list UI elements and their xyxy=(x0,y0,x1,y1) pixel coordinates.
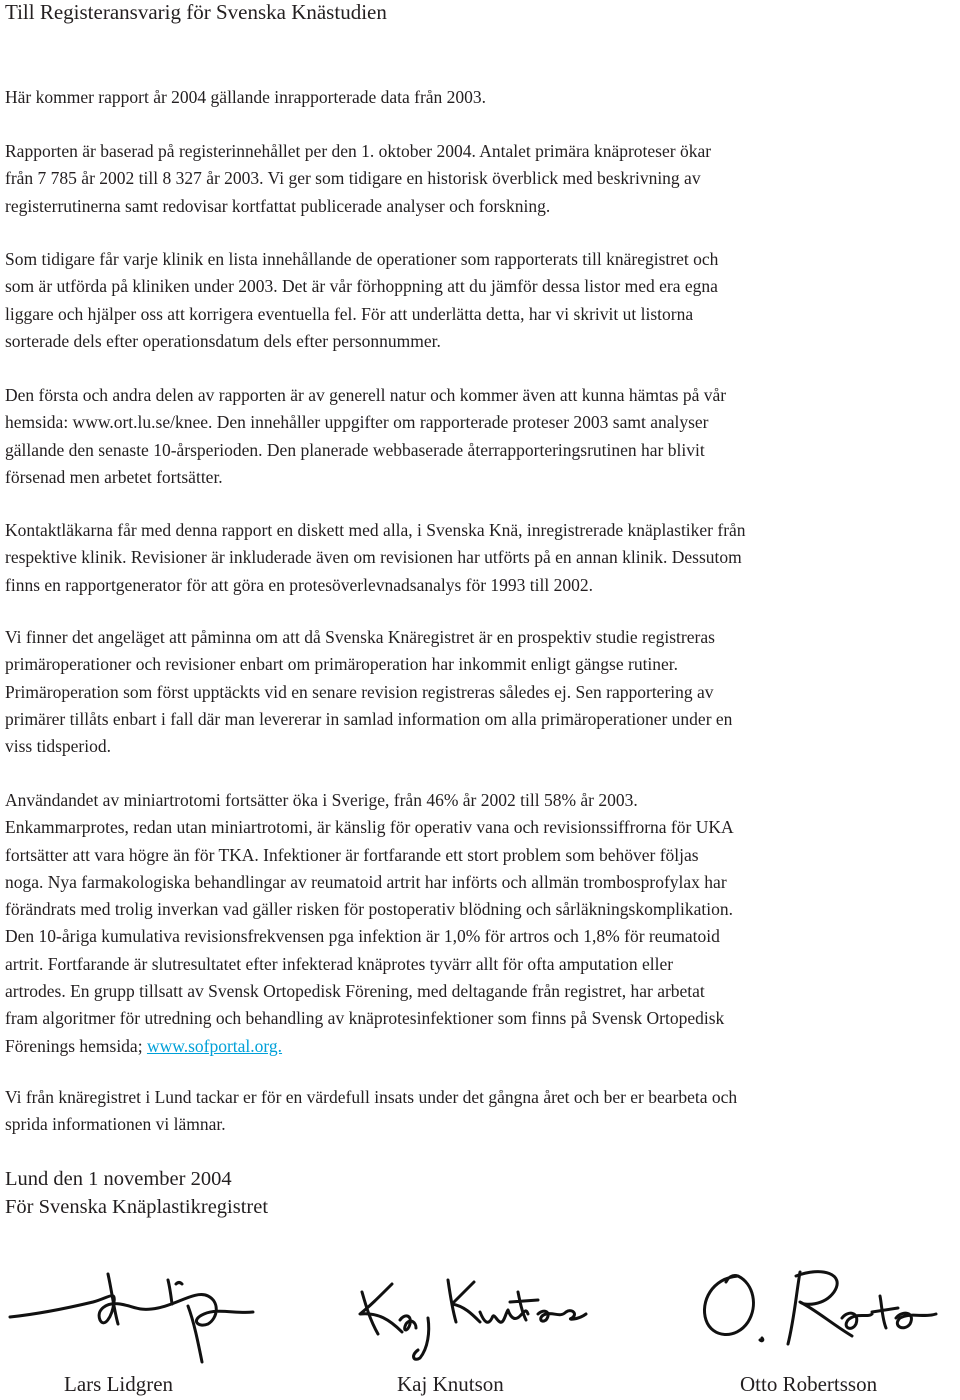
paragraph-report-parts xyxy=(5,382,955,491)
text-line: registerrutinerna samt redovisar kortfattat publicerade analyser och forskning. xyxy=(5,195,551,216)
text-line: Primäroperation som först upptäckts vid en senare revision registreras således ej. Sen rapportering av xyxy=(5,681,714,702)
signature-lars-lidgren xyxy=(8,1262,258,1372)
text-line: viss tidsperiod. xyxy=(5,736,111,757)
paragraph-registration-reminder xyxy=(5,624,955,760)
paragraph-miniarthrotomy xyxy=(5,787,955,1060)
text-line: artrodes. En grupp tillsatt av Svensk Ortopedisk Förening, med deltagande från registret, har arbetat xyxy=(5,981,705,1002)
text-line: som är utförda på kliniken under 2003. Det är vår förhoppning att du jämför dessa listor med era egna xyxy=(5,276,718,297)
text-line: gällande den senaste 10-årsperioden. Den planerade webbaserade återrapporteringsrutinen har blivit xyxy=(5,439,705,460)
text-line: försenad men arbetet fortsätter. xyxy=(5,466,223,487)
text-line: primäroperationer och revisioner enbart om primäroperation har inkommit enligt gängse rutiner. xyxy=(5,654,679,675)
place-date: Lund den 1 november 2004 xyxy=(5,1168,232,1190)
text-line: Den 10-åriga kumulativa revisionsfrekvensen pga infektion är 1,0% för artros och 1,8% för reumatoid xyxy=(5,926,720,947)
signatory-name: Kaj Knutson xyxy=(397,1372,504,1396)
text-line: Enkammarprotes, redan utan miniartrotomi, är känslig för operativ vana och revisionssiffrorna för UKA xyxy=(5,817,734,838)
text-line: artrit. Fortfarande är slutresultatet efter infekterad knäprotes tyvärr allt för ofta amputation eller xyxy=(5,953,674,974)
signature-kaj-knutson xyxy=(348,1262,598,1372)
paragraph-thanks xyxy=(5,1084,955,1139)
text-line xyxy=(5,1033,955,1060)
text-line: sorterade dels efter operationsdatum dels efter personnummer. xyxy=(5,330,441,351)
text-line: Kontaktläkarna får med denna rapport en diskett med alla, i Svenska Knä, inregistrerade knäplastiker från xyxy=(5,520,746,540)
text-line: hemsida: www.ort.lu.se/knee. Den innehåller uppgifter om rapporterade proteser 2003 samt analyser xyxy=(5,412,709,433)
text-line: förändrats med trolig inverkan vad gäller risken för postoperativ blödning och sårläkningskomplikation. xyxy=(5,899,734,920)
text-line: Vi finner det angeläget att påminna om att då Svenska Knäregistret är en prospektiv studie registreras xyxy=(5,627,715,647)
salutation: Till Registeransvarig för Svenska Knästudien xyxy=(5,0,387,24)
text-line: primärer tillåts enbart i fall där man levererar in samlad information om alla primäroperationer under en xyxy=(5,708,733,729)
text-line: liggare och hjälper oss att korrigera eventuella fel. För att underlätta detta, har vi skrivit ut listorna xyxy=(5,303,694,324)
sofportal-link[interactable]: www.sofportal.org. xyxy=(146,1035,283,1056)
text-line: från 7 785 år 2002 till 8 327 år 2003. Vi ger som tidigare en historisk överblick med beskrivning av xyxy=(5,168,701,189)
text-line: sprida informationen vi lämnar. xyxy=(5,1114,226,1135)
text-line: Användandet av miniartrotomi fortsätter öka i Sverige, från 46% år 2002 till 58% år 2003. xyxy=(5,790,638,810)
text-line: finns en rapportgenerator för att göra en protesöverlevnadsanalys för 1993 till 2002. xyxy=(5,574,594,595)
signature-otto-robertsson xyxy=(692,1262,942,1372)
paragraph-diskette xyxy=(5,517,955,599)
paragraph-report-basis xyxy=(5,138,955,220)
paragraph-clinic-lists xyxy=(5,246,955,355)
sender-line: För Svenska Knäplastikregistret xyxy=(5,1196,269,1218)
text-line: fram algoritmer för utredning och behandling av knäprotesinfektioner som finns på Svensk Ortopedisk xyxy=(5,1008,725,1029)
paragraph-intro xyxy=(5,84,955,111)
signatory-name: Lars Lidgren xyxy=(64,1372,174,1396)
text-line: Den första och andra delen av rapporten är av generell natur och kommer även att kunna hämtas på vår xyxy=(5,385,727,405)
text-fragment: Förenings hemsida; xyxy=(5,1035,147,1056)
text-line: noga. Nya farmakologiska behandlingar av reumatoid artrit har införts och allmän trombosprofylax har xyxy=(5,871,727,892)
text-line: Här kommer rapport år 2004 gällande inrapporterade data från 2003. xyxy=(5,87,487,107)
signatory-name: Otto Robertsson xyxy=(740,1372,878,1396)
text-line: respektive klinik. Revisioner är inkluderade även om revisionen har utförts på en annan klinik. Dessutom xyxy=(5,547,742,568)
text-line: Som tidigare får varje klinik en lista innehållande de operationer som rapporterats till knäregistret och xyxy=(5,249,719,269)
text-line: Rapporten är baserad på registerinnehållet per den 1. oktober 2004. Antalet primära knäproteser ökar xyxy=(5,141,712,161)
text-line: Vi från knäregistret i Lund tackar er för en värdefull insats under det gångna året och ber er bearbeta och xyxy=(5,1087,738,1107)
text-line: fortsätter att vara högre än för TKA. Infektioner är fortfarande ett stort problem som behöver följas xyxy=(5,844,699,865)
